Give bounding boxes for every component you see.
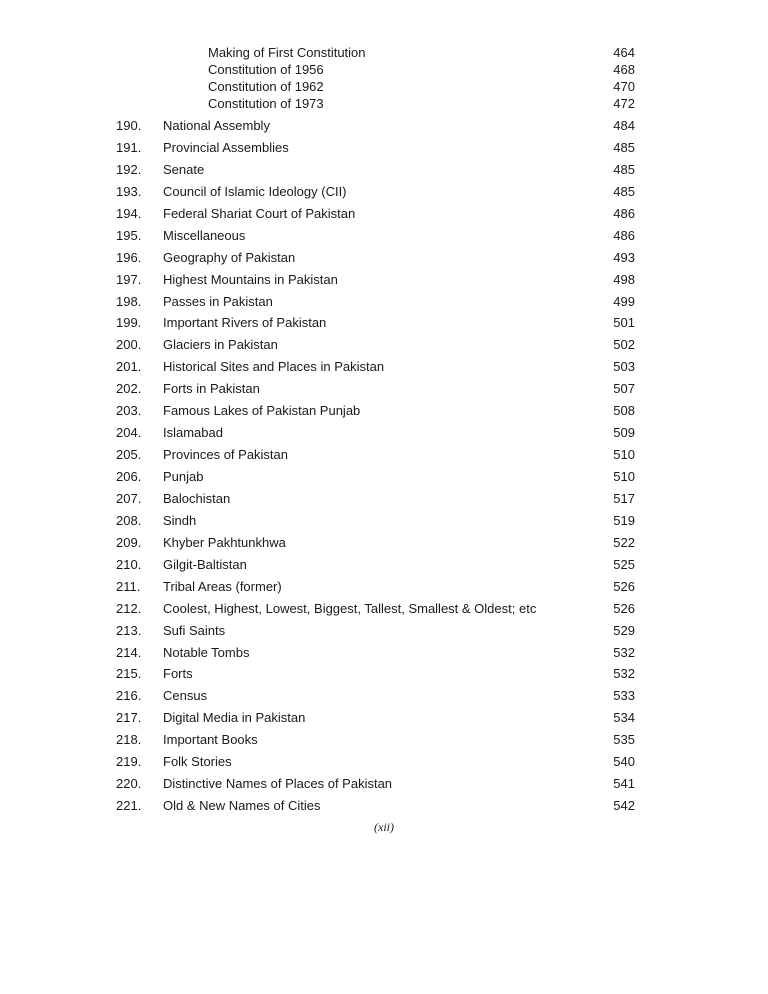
toc-entry	[0, 334, 768, 356]
entry-number: 216.	[116, 688, 142, 704]
entry-number: 209.	[116, 534, 142, 550]
toc-entry	[0, 532, 768, 554]
entry-title: Folk Stories	[163, 754, 232, 770]
entry-page: 485	[613, 139, 635, 155]
entry-title: Miscellaneous	[163, 227, 246, 243]
entry-number: 210.	[116, 556, 142, 572]
toc-entry	[0, 115, 768, 137]
entry-number: 217.	[116, 710, 142, 726]
toc-entry	[0, 159, 768, 181]
toc-entry	[0, 663, 768, 685]
entry-title: Coolest, Highest, Lowest, Biggest, Tallest, Smallest & Oldest; etc	[163, 600, 537, 616]
entry-number: 196.	[116, 249, 142, 265]
entry-number: 191.	[116, 139, 142, 155]
entry-number: 198.	[116, 293, 142, 309]
entry-title: Making of First Constitution	[208, 45, 366, 60]
entry-title: Forts in Pakistan	[163, 381, 260, 397]
toc-entry	[0, 444, 768, 466]
entry-page: 532	[613, 644, 635, 660]
page-number: (xii)	[374, 820, 394, 834]
toc-entry	[0, 203, 768, 225]
toc-entry	[0, 378, 768, 400]
entry-title: Provincial Assemblies	[163, 139, 289, 155]
toc-entry	[0, 312, 768, 334]
entry-page: 534	[613, 710, 635, 726]
entry-page: 484	[613, 118, 635, 133]
toc-entry	[0, 291, 768, 313]
entry-title: Islamabad	[163, 425, 223, 441]
entry-title: Distinctive Names of Places of Pakistan	[163, 776, 393, 792]
entry-page: 525	[613, 556, 635, 572]
entry-page: 498	[613, 271, 635, 287]
entry-page: 533	[613, 688, 635, 704]
toc-sub-entry	[0, 95, 768, 112]
entry-title: Historical Sites and Places in Pakistan	[163, 359, 385, 375]
toc-entry	[0, 685, 768, 707]
entry-number: 201.	[116, 359, 142, 375]
entry-title: Constitution of 1973	[208, 96, 324, 111]
toc-sub-entry	[0, 78, 768, 95]
toc-entry	[0, 795, 768, 817]
entry-title: Khyber Pakhtunkhwa	[163, 534, 286, 550]
entry-page: 510	[613, 469, 635, 484]
entry-title: Old & New Names of Cities	[163, 798, 321, 814]
entry-title: Constitution of 1956	[208, 62, 324, 77]
entry-page: 507	[613, 381, 635, 397]
toc-entry	[0, 400, 768, 422]
toc-entry	[0, 269, 768, 291]
entry-number: 206.	[116, 469, 142, 484]
entry-title: Gilgit-Baltistan	[163, 556, 247, 572]
entry-page: 509	[613, 425, 635, 441]
toc-sub-entry	[0, 61, 768, 78]
toc-entry	[0, 729, 768, 751]
entry-number: 218.	[116, 732, 142, 748]
toc-entry	[0, 356, 768, 378]
entry-page: 499	[613, 293, 635, 309]
toc-entry	[0, 751, 768, 773]
entry-page: 464	[613, 45, 635, 60]
entry-page: 522	[613, 534, 635, 550]
entry-page: 540	[613, 754, 635, 770]
entry-page: 501	[613, 315, 635, 331]
toc-entry	[0, 181, 768, 203]
entry-page: 526	[613, 578, 635, 594]
entry-title: Constitution of 1962	[208, 79, 324, 94]
entry-title: Sufi Saints	[163, 622, 226, 638]
toc-entry	[0, 225, 768, 247]
entry-number: 200.	[116, 337, 142, 353]
entry-page: 508	[613, 403, 635, 419]
entry-title: Passes in Pakistan	[163, 293, 273, 309]
toc-entry	[0, 510, 768, 532]
entry-number: 219.	[116, 754, 142, 770]
entry-title: Famous Lakes of Pakistan Punjab	[163, 403, 361, 419]
entry-title: Tribal Areas (former)	[163, 578, 282, 594]
entry-page: 542	[613, 798, 635, 814]
entry-number: 197.	[116, 271, 142, 287]
entry-title: Glaciers in Pakistan	[163, 337, 278, 353]
entry-page: 526	[613, 600, 635, 616]
toc-entry	[0, 488, 768, 510]
entry-number: 207.	[116, 490, 142, 506]
entry-number: 190.	[116, 118, 142, 133]
entry-number: 220.	[116, 776, 142, 792]
entry-page: 532	[613, 666, 635, 682]
entry-title: Forts	[163, 666, 193, 682]
entry-title: Punjab	[163, 469, 204, 484]
entry-page: 486	[613, 205, 635, 221]
toc-entry	[0, 773, 768, 795]
entry-number: 195.	[116, 227, 142, 243]
entry-page: 470	[613, 79, 635, 94]
entry-number: 203.	[116, 403, 142, 419]
entry-page: 472	[613, 96, 635, 111]
entry-page: 541	[613, 776, 635, 792]
entry-page: 485	[613, 183, 635, 199]
entry-page: 519	[613, 512, 635, 528]
toc-entry	[0, 576, 768, 598]
entry-title: National Assembly	[163, 118, 270, 133]
entry-number: 213.	[116, 622, 142, 638]
entry-page: 485	[613, 161, 635, 177]
entry-title: Important Rivers of Pakistan	[163, 315, 327, 331]
toc-entry	[0, 247, 768, 269]
entry-page: 468	[613, 62, 635, 77]
toc-entry	[0, 554, 768, 576]
entry-title: Provinces of Pakistan	[163, 447, 289, 463]
entry-title: Notable Tombs	[163, 644, 250, 660]
entry-page: 510	[613, 447, 635, 463]
entry-page: 502	[613, 337, 635, 353]
entry-number: 215.	[116, 666, 142, 682]
entry-number: 202.	[116, 381, 142, 397]
entry-number: 212.	[116, 600, 142, 616]
entry-title: Sindh	[163, 512, 197, 528]
entry-page: 517	[613, 490, 635, 506]
toc-sub-entry	[0, 44, 768, 61]
entry-number: 221.	[116, 798, 142, 814]
entry-number: 208.	[116, 512, 142, 528]
entry-title: Senate	[163, 161, 205, 177]
entry-number: 205.	[116, 447, 142, 463]
entry-title: Federal Shariat Court of Pakistan	[163, 205, 356, 221]
entry-title: Highest Mountains in Pakistan	[163, 271, 338, 287]
entry-page: 493	[613, 249, 635, 265]
entry-number: 192.	[116, 161, 142, 177]
toc-entry	[0, 620, 768, 642]
entry-title: Census	[163, 688, 208, 704]
toc-entry	[0, 466, 768, 488]
toc-entry	[0, 642, 768, 664]
toc-entry-list	[0, 115, 768, 817]
entry-page: 486	[613, 227, 635, 243]
entry-title: Important Books	[163, 732, 258, 748]
toc-entry	[0, 707, 768, 729]
entry-number: 214.	[116, 644, 142, 660]
entry-number: 204.	[116, 425, 142, 441]
entry-title: Balochistan	[163, 490, 231, 506]
entry-page: 503	[613, 359, 635, 375]
entry-number: 193.	[116, 183, 142, 199]
toc-entry	[0, 137, 768, 159]
sub-entry-list	[0, 44, 768, 112]
entry-number: 199.	[116, 315, 142, 331]
toc-entry	[0, 598, 768, 620]
toc-entry	[0, 422, 768, 444]
entry-page: 535	[613, 732, 635, 748]
entry-page: 529	[613, 622, 635, 638]
entry-number: 211.	[116, 578, 141, 594]
entry-title: Geography of Pakistan	[163, 249, 296, 265]
entry-title: Council of Islamic Ideology (CII)	[163, 183, 347, 199]
entry-number: 194.	[116, 205, 142, 221]
entry-title: Digital Media in Pakistan	[163, 710, 306, 726]
